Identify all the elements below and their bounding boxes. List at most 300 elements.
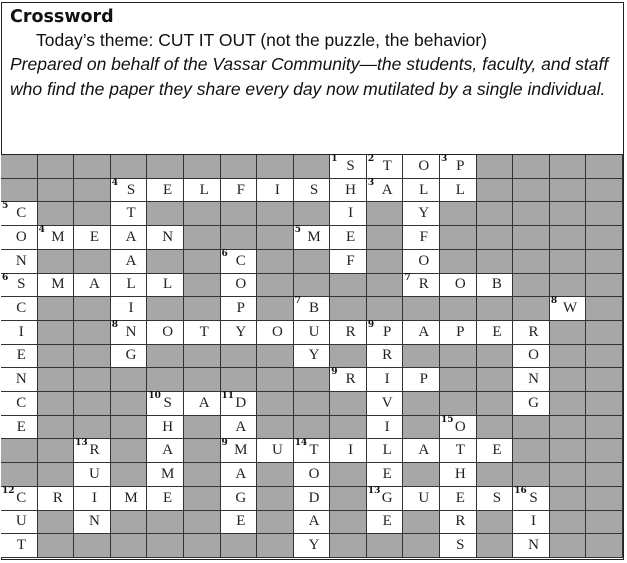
clue-number: 13 bbox=[367, 485, 381, 496]
cell-letter: A bbox=[198, 394, 210, 411]
black-square bbox=[550, 463, 587, 487]
dedication: Prepared on behalf of the Vassar Community—the students, faculty, and staff who find the paper they share every day now mutilated by a single individual. bbox=[10, 54, 609, 99]
black-square bbox=[257, 511, 294, 535]
black-square bbox=[294, 202, 331, 226]
grid-cell bbox=[330, 250, 367, 274]
black-square bbox=[586, 226, 623, 250]
grid-cell bbox=[257, 179, 294, 203]
black-square bbox=[513, 297, 550, 321]
grid-cell bbox=[1, 368, 38, 392]
grid-cell bbox=[1, 416, 38, 440]
grid-cell bbox=[477, 487, 514, 511]
cell-letter: M bbox=[124, 489, 138, 506]
cell-letter: O bbox=[418, 252, 430, 269]
black-square bbox=[513, 155, 550, 179]
black-square bbox=[367, 202, 404, 226]
cell-letter: P bbox=[419, 371, 428, 388]
cell-letter: T bbox=[199, 323, 209, 340]
cell-letter: W bbox=[563, 300, 578, 317]
grid-cell bbox=[367, 155, 404, 179]
grid-cell bbox=[367, 416, 404, 440]
grid-cell bbox=[513, 321, 550, 345]
black-square bbox=[147, 511, 184, 535]
black-square bbox=[184, 368, 221, 392]
grid-cell bbox=[403, 368, 440, 392]
grid-cell bbox=[221, 416, 258, 440]
black-square bbox=[184, 511, 221, 535]
black-square bbox=[330, 487, 367, 511]
cell-letter: U bbox=[418, 489, 430, 506]
black-square bbox=[74, 368, 111, 392]
clue-number: 5 bbox=[2, 201, 9, 212]
black-square bbox=[550, 274, 587, 298]
cell-letter: T bbox=[382, 157, 392, 174]
cell-letter: M bbox=[307, 228, 321, 245]
black-square bbox=[38, 250, 75, 274]
black-square bbox=[586, 534, 623, 558]
cell-letter: M bbox=[160, 466, 175, 483]
grid-cell bbox=[147, 487, 184, 511]
clue-number: 2 bbox=[367, 154, 375, 164]
cell-letter: C bbox=[16, 394, 27, 411]
black-square bbox=[550, 179, 587, 203]
black-square bbox=[1, 439, 38, 463]
clue-number: 3 bbox=[441, 154, 448, 164]
grid-cell bbox=[147, 274, 184, 298]
black-square bbox=[184, 155, 221, 179]
cell-letter: I bbox=[531, 513, 537, 530]
black-square bbox=[367, 274, 404, 298]
cell-letter: T bbox=[126, 205, 136, 222]
black-square bbox=[1, 463, 38, 487]
grid-cell bbox=[111, 321, 148, 345]
black-square bbox=[111, 511, 148, 535]
grid-cell bbox=[513, 511, 550, 535]
grid-cell bbox=[440, 534, 477, 558]
grid-cell bbox=[513, 392, 550, 416]
grid-cell bbox=[111, 202, 148, 226]
black-square bbox=[38, 345, 75, 369]
cell-letter: I bbox=[18, 323, 24, 340]
grid-cell bbox=[111, 297, 148, 321]
grid-cell bbox=[1, 274, 38, 298]
black-square bbox=[294, 155, 331, 179]
black-square bbox=[550, 392, 587, 416]
black-square bbox=[147, 368, 184, 392]
black-square bbox=[38, 534, 75, 558]
crossword-grid bbox=[1, 154, 623, 558]
black-square bbox=[330, 274, 367, 298]
black-square bbox=[257, 487, 294, 511]
grid-cell bbox=[111, 487, 148, 511]
grid-cell bbox=[403, 179, 440, 203]
black-square bbox=[586, 250, 623, 274]
black-square bbox=[257, 226, 294, 250]
grid-cell bbox=[403, 202, 440, 226]
black-square bbox=[513, 226, 550, 250]
grid-cell bbox=[74, 511, 111, 535]
black-square bbox=[550, 250, 587, 274]
grid-cell bbox=[330, 202, 367, 226]
cell-letter: C bbox=[16, 205, 27, 222]
cell-letter: I bbox=[384, 418, 390, 435]
clue-number: 9 bbox=[367, 319, 375, 330]
black-square bbox=[330, 297, 367, 321]
black-square bbox=[440, 226, 477, 250]
black-square bbox=[477, 534, 514, 558]
black-square bbox=[221, 345, 258, 369]
grid-cell bbox=[111, 226, 148, 250]
grid-cell bbox=[221, 250, 258, 274]
grid-cell bbox=[367, 439, 404, 463]
black-square bbox=[74, 202, 111, 226]
cell-letter: H bbox=[345, 181, 356, 198]
black-square bbox=[513, 439, 550, 463]
cell-letter: L bbox=[419, 181, 429, 198]
cell-letter: Y bbox=[308, 537, 320, 554]
cell-letter: O bbox=[235, 276, 247, 293]
cell-letter: A bbox=[418, 442, 430, 459]
cell-letter: S bbox=[346, 157, 355, 174]
black-square bbox=[550, 226, 587, 250]
black-square bbox=[184, 250, 221, 274]
grid-cell bbox=[440, 511, 477, 535]
clue-number: 7 bbox=[294, 296, 301, 307]
black-square bbox=[1, 179, 38, 203]
black-square bbox=[550, 202, 587, 226]
clue-number: 8 bbox=[111, 319, 119, 330]
black-square bbox=[74, 250, 111, 274]
black-square bbox=[221, 368, 258, 392]
grid-cell bbox=[403, 321, 440, 345]
cell-letter: D bbox=[308, 489, 320, 506]
black-square bbox=[294, 368, 331, 392]
black-square bbox=[147, 345, 184, 369]
black-square bbox=[38, 202, 75, 226]
black-square bbox=[38, 155, 75, 179]
black-square bbox=[330, 392, 367, 416]
black-square bbox=[38, 416, 75, 440]
grid-cell bbox=[221, 179, 258, 203]
black-square bbox=[586, 345, 623, 369]
cell-letter: R bbox=[89, 442, 100, 459]
cell-letter: A bbox=[125, 228, 137, 245]
clue-number: 4 bbox=[111, 177, 119, 188]
black-square bbox=[477, 202, 514, 226]
cell-letter: I bbox=[274, 181, 280, 198]
black-square bbox=[184, 345, 221, 369]
grid-cell bbox=[147, 226, 184, 250]
black-square bbox=[111, 463, 148, 487]
black-square bbox=[74, 416, 111, 440]
grid-cell bbox=[1, 226, 38, 250]
grid-cell bbox=[367, 511, 404, 535]
black-square bbox=[257, 297, 294, 321]
black-square bbox=[74, 392, 111, 416]
cell-letter: L bbox=[126, 276, 136, 293]
clue-number: 3 bbox=[367, 177, 375, 188]
grid-cell bbox=[1, 534, 38, 558]
cell-letter: Y bbox=[235, 323, 247, 340]
cell-letter: P bbox=[236, 300, 245, 317]
black-square bbox=[440, 392, 477, 416]
black-square bbox=[74, 155, 111, 179]
black-square bbox=[403, 416, 440, 440]
grid-cell bbox=[330, 321, 367, 345]
cell-letter: R bbox=[345, 371, 356, 388]
cell-letter: O bbox=[308, 466, 320, 483]
cell-letter: A bbox=[418, 323, 430, 340]
cell-letter: F bbox=[346, 252, 355, 269]
grid-cell bbox=[221, 439, 258, 463]
clue-number: 8 bbox=[550, 296, 558, 307]
black-square bbox=[257, 155, 294, 179]
cell-letter: A bbox=[235, 418, 247, 435]
cell-letter: O bbox=[271, 323, 283, 340]
cell-letter: U bbox=[271, 442, 283, 459]
black-square bbox=[147, 297, 184, 321]
cell-letter: E bbox=[16, 418, 26, 435]
cell-letter: N bbox=[528, 537, 539, 554]
grid-cell bbox=[294, 226, 331, 250]
grid-cell bbox=[221, 511, 258, 535]
black-square bbox=[550, 155, 587, 179]
black-square bbox=[550, 511, 587, 535]
grid-cell bbox=[221, 487, 258, 511]
black-square bbox=[257, 202, 294, 226]
grid-cell bbox=[440, 274, 477, 298]
cell-letter: I bbox=[128, 300, 134, 317]
cell-letter: R bbox=[418, 276, 429, 293]
grid-cell bbox=[513, 534, 550, 558]
black-square bbox=[477, 297, 514, 321]
cell-letter: C bbox=[235, 252, 246, 269]
black-square bbox=[184, 274, 221, 298]
grid-cell bbox=[403, 439, 440, 463]
black-square bbox=[257, 250, 294, 274]
grid-cell bbox=[1, 487, 38, 511]
grid-cell bbox=[1, 321, 38, 345]
black-square bbox=[403, 345, 440, 369]
cell-letter: P bbox=[383, 323, 392, 340]
black-square bbox=[513, 202, 550, 226]
clue-number: 7 bbox=[404, 272, 411, 283]
cell-letter: L bbox=[382, 442, 392, 459]
cell-letter: C bbox=[16, 300, 27, 317]
cell-letter: I bbox=[348, 442, 354, 459]
cell-letter: O bbox=[162, 323, 174, 340]
grid-cell bbox=[367, 179, 404, 203]
black-square bbox=[221, 202, 258, 226]
black-square bbox=[257, 368, 294, 392]
cell-letter: U bbox=[15, 513, 27, 530]
grid-cell bbox=[38, 226, 75, 250]
cell-letter: G bbox=[381, 489, 393, 506]
grid-cell bbox=[1, 511, 38, 535]
cell-letter: E bbox=[382, 466, 392, 483]
clue-number: 6 bbox=[221, 248, 228, 259]
black-square bbox=[147, 155, 184, 179]
cell-letter: A bbox=[125, 252, 137, 269]
black-square bbox=[330, 416, 367, 440]
grid-cell bbox=[257, 321, 294, 345]
grid-cell bbox=[550, 297, 587, 321]
black-square bbox=[147, 202, 184, 226]
grid-cell bbox=[294, 511, 331, 535]
black-square bbox=[38, 511, 75, 535]
cell-letter: H bbox=[162, 418, 174, 435]
black-square bbox=[1, 155, 38, 179]
black-square bbox=[367, 250, 404, 274]
black-square bbox=[147, 534, 184, 558]
cell-letter: E bbox=[163, 489, 173, 506]
cell-letter: T bbox=[309, 442, 319, 459]
cell-letter: F bbox=[236, 181, 245, 198]
black-square bbox=[550, 321, 587, 345]
black-square bbox=[330, 463, 367, 487]
black-square bbox=[111, 534, 148, 558]
cell-letter: A bbox=[235, 466, 247, 483]
cell-letter: B bbox=[491, 276, 502, 293]
black-square bbox=[111, 392, 148, 416]
grid-cell bbox=[477, 274, 514, 298]
cell-letter: R bbox=[455, 513, 466, 530]
black-square bbox=[294, 392, 331, 416]
clue-number: 1 bbox=[331, 154, 338, 164]
cell-letter: N bbox=[125, 323, 137, 340]
grid-cell bbox=[367, 368, 404, 392]
grid-cell bbox=[367, 321, 404, 345]
black-square bbox=[367, 226, 404, 250]
cell-letter: I bbox=[384, 371, 390, 388]
black-square bbox=[586, 416, 623, 440]
grid-cell bbox=[74, 487, 111, 511]
black-square bbox=[184, 534, 221, 558]
black-square bbox=[586, 487, 623, 511]
cell-letter: S bbox=[17, 276, 26, 293]
cell-letter: O bbox=[454, 276, 466, 293]
cell-letter: G bbox=[235, 489, 247, 506]
black-square bbox=[550, 439, 587, 463]
black-square bbox=[586, 439, 623, 463]
cell-letter: E bbox=[163, 181, 173, 198]
black-square bbox=[257, 274, 294, 298]
black-square bbox=[330, 534, 367, 558]
black-square bbox=[550, 416, 587, 440]
cell-letter: L bbox=[199, 181, 209, 198]
black-square bbox=[477, 463, 514, 487]
black-square bbox=[74, 179, 111, 203]
black-square bbox=[586, 274, 623, 298]
cell-letter: S bbox=[456, 537, 465, 554]
cell-letter: A bbox=[308, 513, 320, 530]
cell-letter: G bbox=[528, 394, 539, 411]
cell-letter: V bbox=[381, 394, 393, 411]
cell-letter: N bbox=[162, 228, 174, 245]
black-square bbox=[403, 463, 440, 487]
cell-letter: E bbox=[16, 347, 26, 364]
cell-letter: S bbox=[163, 394, 172, 411]
grid-cell bbox=[440, 463, 477, 487]
black-square bbox=[74, 534, 111, 558]
black-square bbox=[513, 416, 550, 440]
black-square bbox=[477, 392, 514, 416]
black-square bbox=[403, 511, 440, 535]
black-square bbox=[403, 534, 440, 558]
black-square bbox=[550, 368, 587, 392]
black-square bbox=[477, 226, 514, 250]
black-square bbox=[257, 345, 294, 369]
cell-letter: O bbox=[454, 418, 466, 435]
cell-letter: T bbox=[455, 442, 465, 459]
grid-cell bbox=[403, 274, 440, 298]
grid-cell bbox=[513, 345, 550, 369]
grid-cell bbox=[1, 392, 38, 416]
black-square bbox=[586, 511, 623, 535]
cell-letter: O bbox=[528, 347, 539, 364]
black-square bbox=[403, 297, 440, 321]
grid-cell bbox=[184, 321, 221, 345]
black-square bbox=[294, 250, 331, 274]
black-square bbox=[586, 463, 623, 487]
grid-cell bbox=[184, 179, 221, 203]
black-square bbox=[367, 534, 404, 558]
black-square bbox=[403, 392, 440, 416]
black-square bbox=[111, 439, 148, 463]
black-square bbox=[111, 416, 148, 440]
grid-cell bbox=[294, 487, 331, 511]
black-square bbox=[550, 534, 587, 558]
cell-letter: E bbox=[236, 513, 246, 530]
black-square bbox=[440, 297, 477, 321]
grid-cell bbox=[513, 487, 550, 511]
cell-letter: I bbox=[91, 489, 97, 506]
black-square bbox=[257, 463, 294, 487]
cell-letter: B bbox=[308, 300, 319, 317]
grid-cell bbox=[330, 179, 367, 203]
cell-letter: E bbox=[89, 228, 100, 245]
black-square bbox=[38, 179, 75, 203]
grid-cell bbox=[440, 321, 477, 345]
cell-letter: A bbox=[162, 442, 174, 459]
grid-cell bbox=[294, 297, 331, 321]
cell-letter: P bbox=[456, 323, 465, 340]
grid-cell bbox=[367, 392, 404, 416]
black-square bbox=[440, 368, 477, 392]
grid-cell bbox=[440, 416, 477, 440]
grid-cell bbox=[257, 439, 294, 463]
black-square bbox=[586, 368, 623, 392]
clue-number: 10 bbox=[148, 391, 161, 402]
cell-letter: Y bbox=[418, 205, 430, 222]
grid-cell bbox=[1, 250, 38, 274]
black-square bbox=[477, 511, 514, 535]
black-square bbox=[477, 179, 514, 203]
black-square bbox=[586, 155, 623, 179]
grid-cell bbox=[1, 345, 38, 369]
grid-cell bbox=[184, 392, 221, 416]
grid-cell bbox=[403, 226, 440, 250]
black-square bbox=[38, 392, 75, 416]
black-square bbox=[477, 416, 514, 440]
cell-letter: O bbox=[418, 157, 430, 174]
black-square bbox=[586, 202, 623, 226]
cell-letter: U bbox=[308, 323, 320, 340]
black-square bbox=[221, 534, 258, 558]
black-square bbox=[257, 392, 294, 416]
black-square bbox=[440, 202, 477, 226]
clue-number: 9 bbox=[221, 438, 228, 449]
